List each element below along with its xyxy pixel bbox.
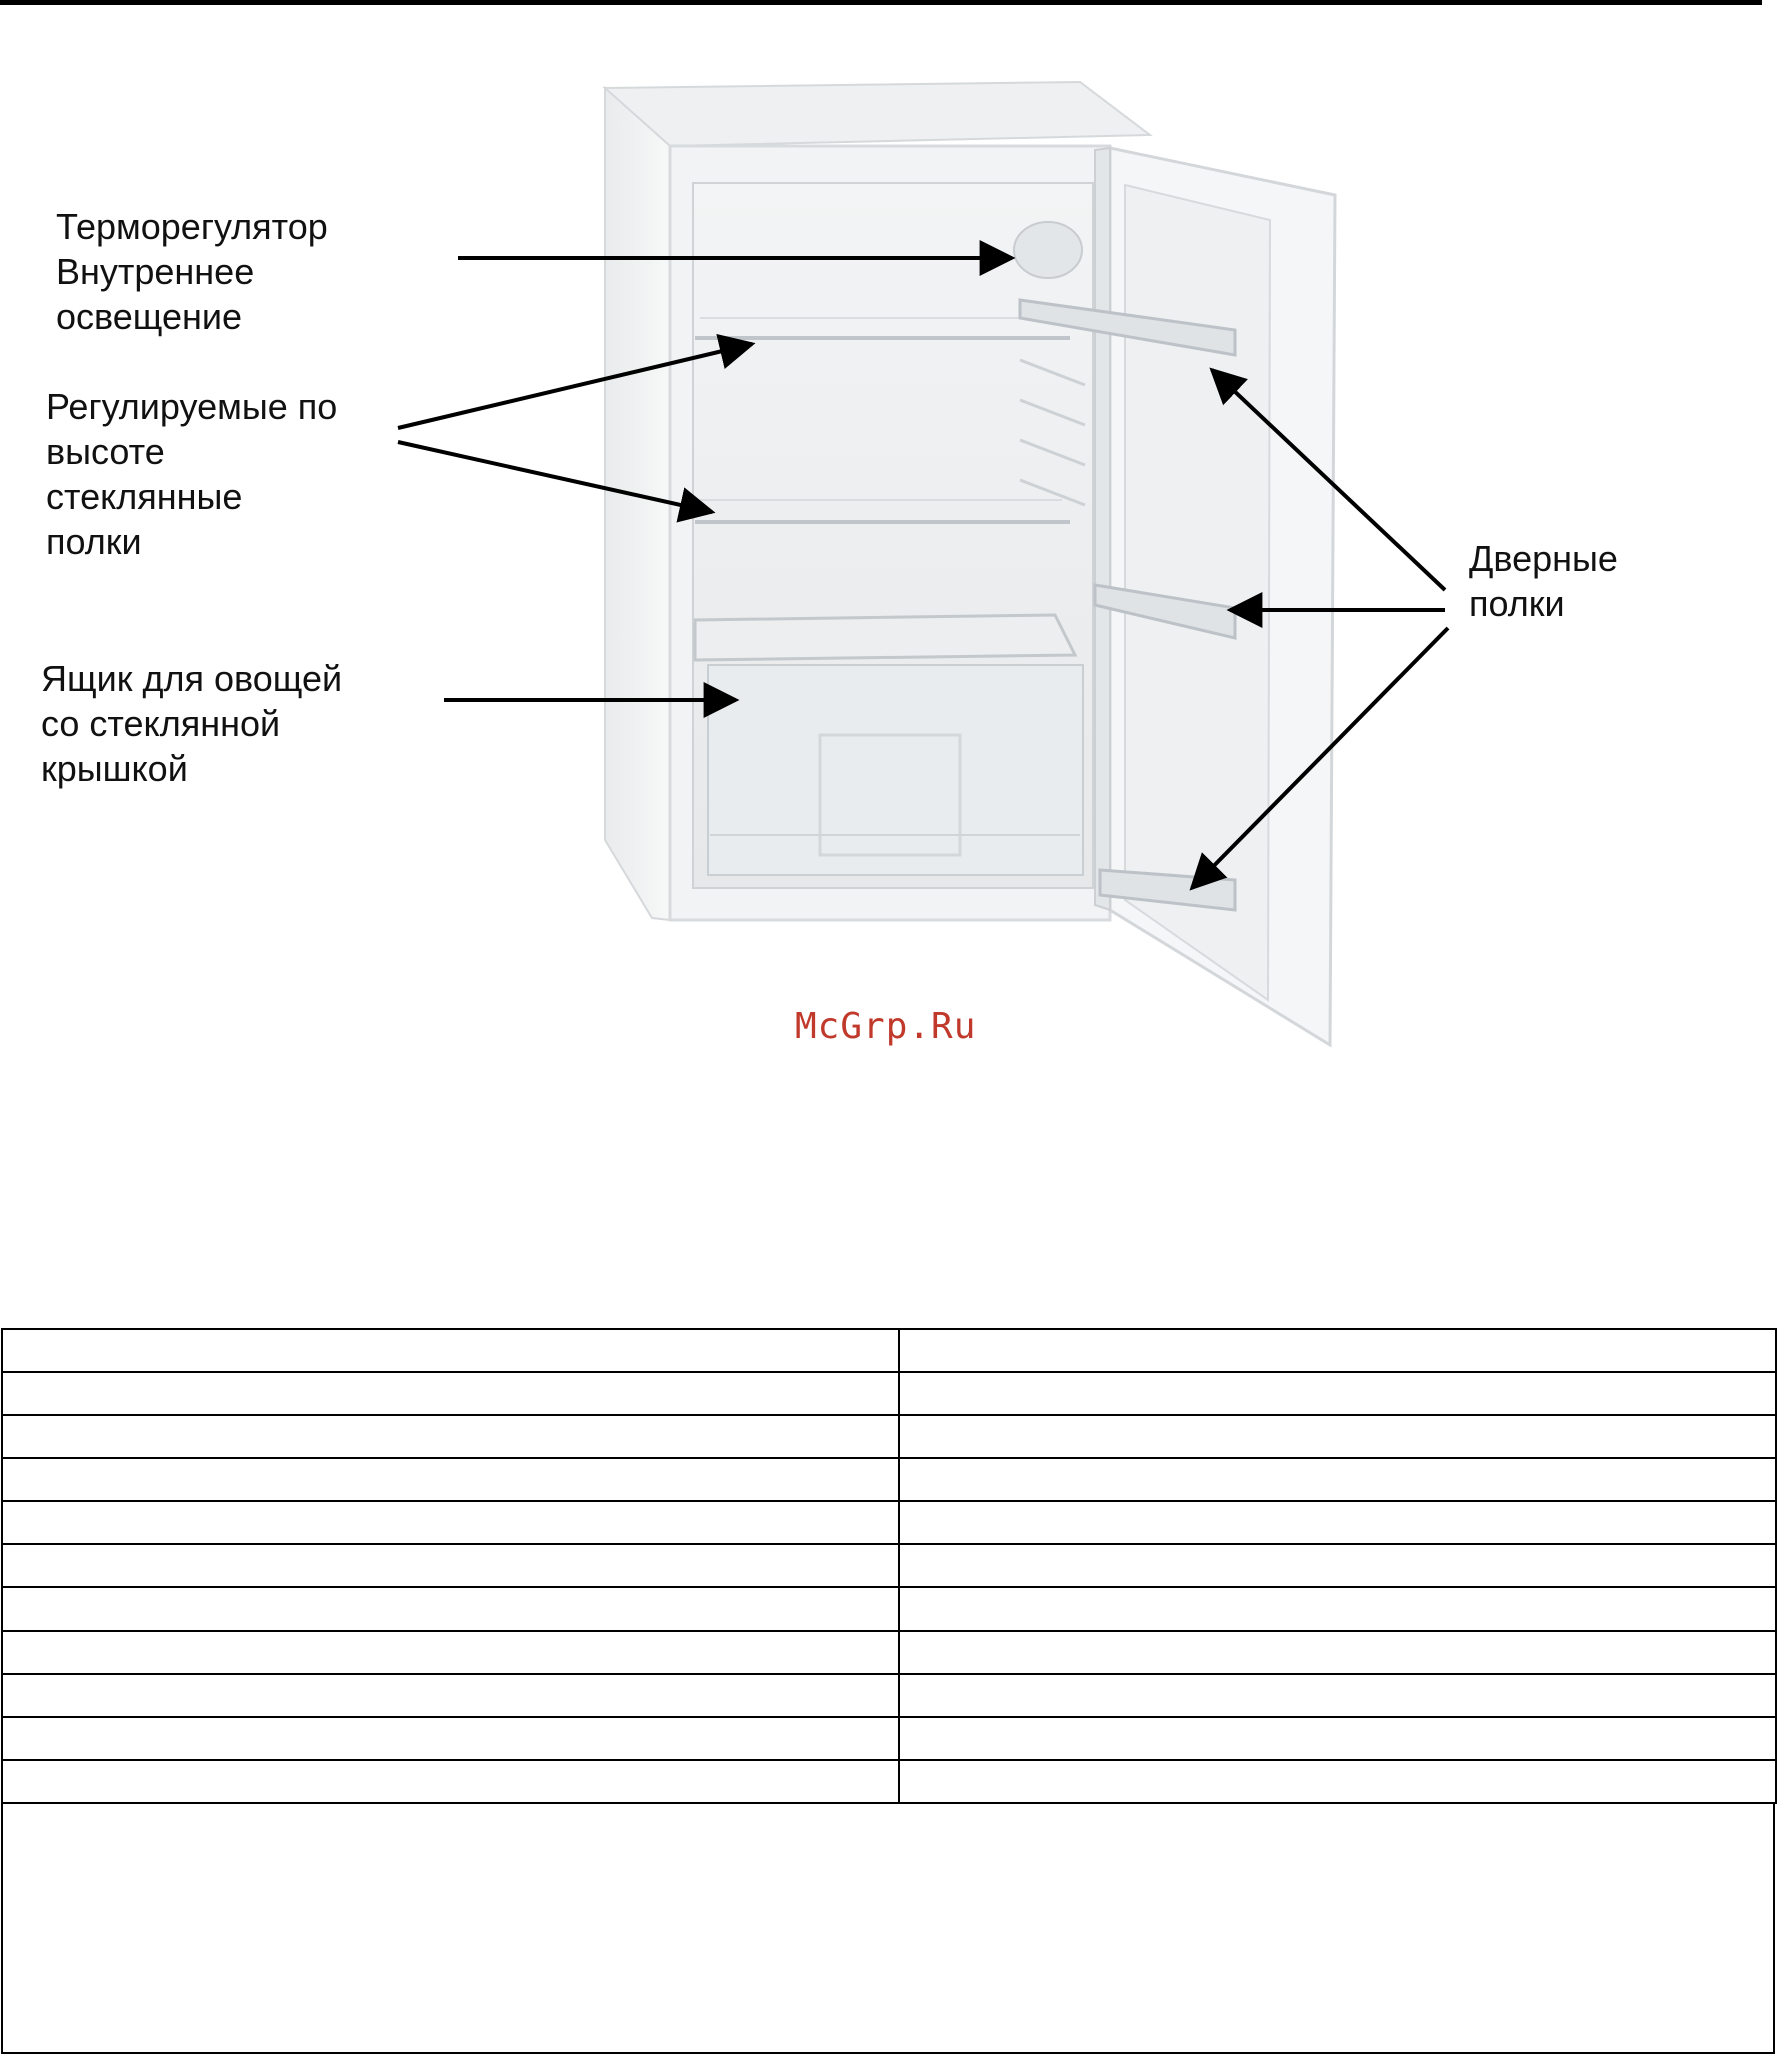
crisper-drawer xyxy=(695,615,1083,875)
table-cell xyxy=(2,1329,899,1372)
notes-box xyxy=(1,1804,1775,2054)
table-cell xyxy=(899,1717,1776,1760)
table-row xyxy=(2,1458,1776,1501)
callout-thermostat: Терморегулятор Внутреннее освещение xyxy=(56,206,328,337)
table-cell xyxy=(899,1674,1776,1717)
table-row xyxy=(2,1415,1776,1458)
watermark: McGrp.Ru xyxy=(795,1006,977,1047)
table-cell xyxy=(2,1501,899,1544)
table-cell xyxy=(2,1674,899,1717)
table-cell xyxy=(899,1544,1776,1587)
table-cell xyxy=(2,1415,899,1458)
table-cell xyxy=(2,1372,899,1415)
table-cell xyxy=(2,1587,899,1630)
table-row xyxy=(2,1717,1776,1760)
callout-shelves: Регулируемые по высоте стеклянные полки xyxy=(46,386,338,562)
table-cell xyxy=(2,1760,899,1803)
table-cell xyxy=(899,1329,1776,1372)
table-row xyxy=(2,1329,1776,1372)
table-cell xyxy=(899,1458,1776,1501)
table-cell xyxy=(2,1544,899,1587)
spec-table xyxy=(1,1328,1777,1804)
table-cell xyxy=(899,1415,1776,1458)
table-cell xyxy=(2,1458,899,1501)
table-row xyxy=(2,1501,1776,1544)
callout-door-shelves: Дверные полки xyxy=(1469,538,1618,624)
table-cell xyxy=(899,1501,1776,1544)
table-cell xyxy=(2,1631,899,1674)
table-row xyxy=(2,1587,1776,1630)
table-row xyxy=(2,1372,1776,1415)
table-row xyxy=(2,1674,1776,1717)
callout-crisper: Ящик для овощей со стеклянной крышкой xyxy=(41,658,343,789)
table-row xyxy=(2,1760,1776,1803)
table-row xyxy=(2,1544,1776,1587)
table-cell xyxy=(899,1760,1776,1803)
table-cell xyxy=(899,1631,1776,1674)
table-row xyxy=(2,1631,1776,1674)
table-cell xyxy=(899,1587,1776,1630)
fridge-cabinet xyxy=(605,82,1150,920)
table-cell xyxy=(2,1717,899,1760)
table-cell xyxy=(899,1372,1776,1415)
